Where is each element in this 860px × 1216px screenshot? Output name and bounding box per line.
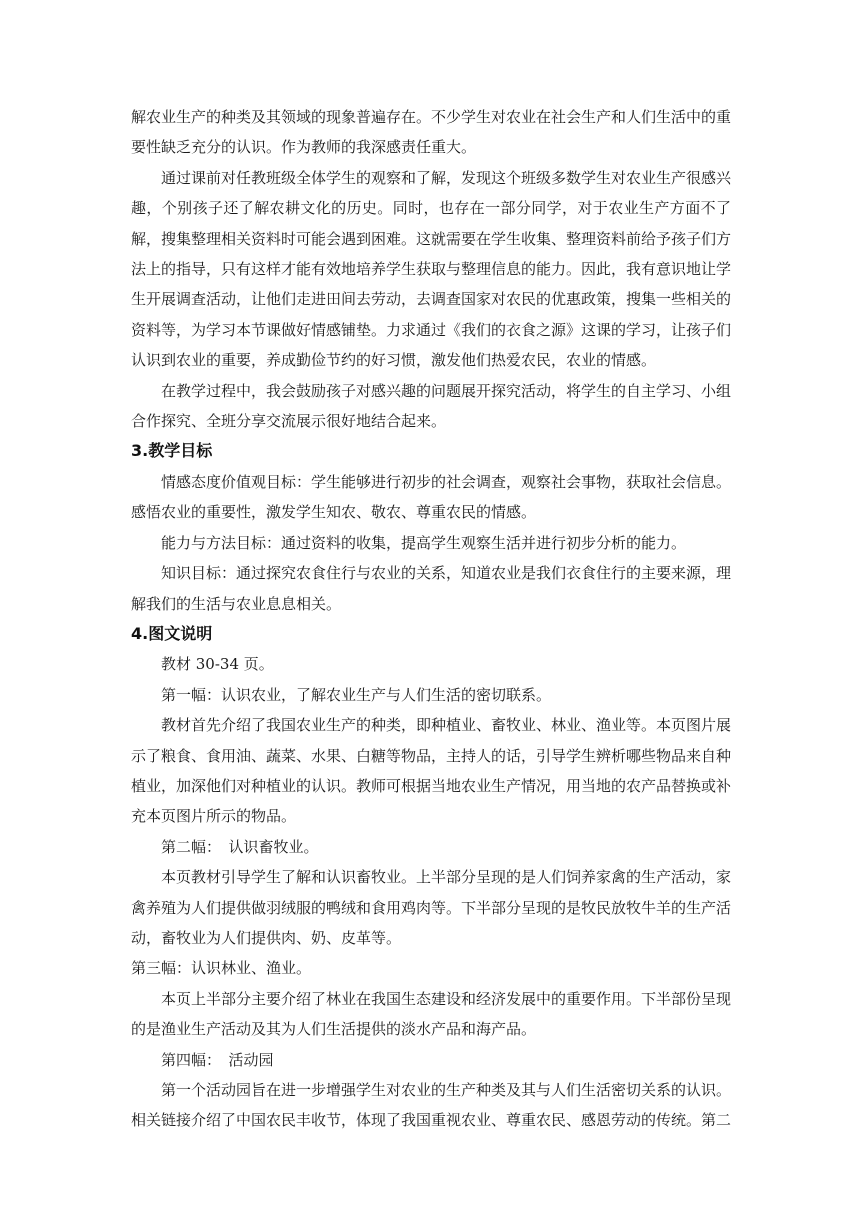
paragraph-fourth-image-body: 第一个活动园旨在进一步增强学生对农业的生产种类及其与人们生活密切关系的认识。相关链接介绍了中国农民丰收节，体现了我国重视农业、尊重农民、感恩劳动的传统。第二: [131, 1081, 732, 1130]
paragraph-second-image-body: 本页教材引导学生了解和认识畜牧业。上半部分呈现的是人们饲养家禽的生产活动，家禽养殖为人们提供做羽绒服的鸭绒和食用鸡肉等。下半部分呈现的是牧民放牧牛羊的生产活动，畜牧业为人们提供肉、奶、皮革等。: [131, 868, 732, 947]
paragraph-third-image-body: 本页上半部分主要介绍了林业在我国生态建设和经济发展中的重要作用。下半部份呈现的是渔业生产活动及其为人们生活提供的淡水产品和海产品。: [131, 989, 732, 1039]
paragraph-teaching-process: 在教学过程中，我会鼓励孩子对感兴趣的问题展开探究活动，将学生的自主学习、小组合作探究、全班分享交流展示很好地结合起来。: [131, 381, 732, 431]
paragraph-second-image-title: 第二幅： 认识畜牧业。: [161, 837, 319, 856]
document-body: [131, 102, 731, 1136]
paragraph-first-image-body: 教材首先介绍了我国农业生产的种类，即种植业、畜牧业、林业、渔业等。本页图片展示了粮食、食用油、蔬菜、水果、白糖等物品，主持人的话，引导学生辨析哪些物品来自种植业，加深他们对种植业的认识。教师可根据当地农业生产情况，用当地的农产品替换或补充本页图片所示的物品。: [131, 716, 732, 826]
paragraph-fourth-image-title: 第四幅： 活动园: [161, 1050, 274, 1069]
section-heading-illustration-notes: 4.图文说明: [131, 623, 213, 643]
paragraph-continuation: 解农业生产的种类及其领域的现象普遍存在。不少学生对农业在社会生产和人们生活中的重要性缺乏充分的认识。作为教师的我深感责任重大。: [131, 108, 732, 157]
paragraph-third-image-title: 第三幅：认识林业、渔业。: [131, 959, 312, 978]
paragraph-student-analysis: 通过课前对任教班级全体学生的观察和了解，发现这个班级多数学生对农业生产很感兴趣，个别孩子还了解农耕文化的历史。同时，也存在一部分同学，对于农业生产方面不了解，搜集整理相关资料时可能会遇到困难。这就需要在学生收集、整理资料前给予孩子们方法上的指导，只有这样才能有效地培养学生获取与整理信息的能力。因此，我有意识地让学生开展调查活动，让他们走进田间去劳动，去调查国家对农民的优惠政策，搜集一些相关的资料等，为学习本节课做好情感铺垫。力求通过《我们的衣食之源》这课的学习，让孩子们认识到农业的重要，养成勤俭节约的好习惯，激发他们热爱农民，农业的情感。: [131, 168, 732, 370]
paragraph-ability-goal: 能力与方法目标：通过资料的收集，提高学生观察生活并进行初步分析的能力。: [161, 533, 687, 552]
paragraph-emotion-goal: 情感态度价值观目标：学生能够进行初步的社会调查，观察社会事物，获取社会信息。感悟农业的重要性，激发学生知农、敬农、尊重农民的情感。: [131, 472, 732, 522]
paragraph-knowledge-goal: 知识目标：通过探究农食住行与农业的关系，知道农业是我们衣食住行的主要来源，理解我们的生活与农业息息相关。: [131, 564, 732, 613]
section-heading-teaching-goals: 3.教学目标: [131, 441, 213, 461]
paragraph-textbook-pages: 教材 30-34 页。: [161, 655, 274, 674]
paragraph-first-image-title: 第一幅：认识农业，了解农业生产与人们生活的密切联系。: [161, 685, 552, 704]
